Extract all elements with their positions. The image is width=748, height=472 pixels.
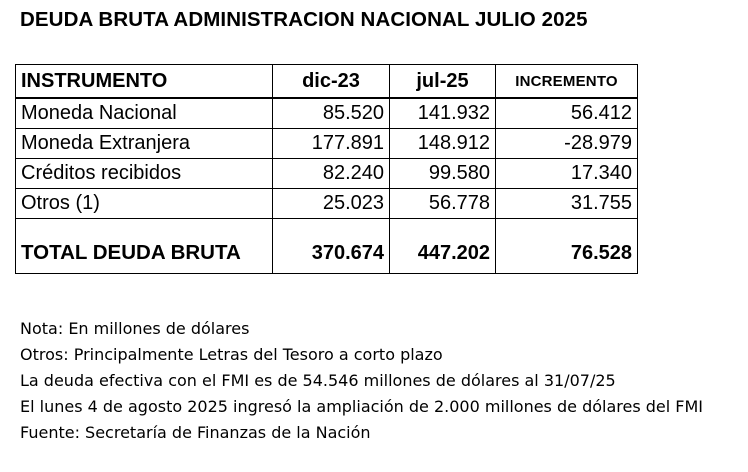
row-incremento: 31.755 <box>496 189 638 219</box>
spacer-cell <box>496 219 638 234</box>
header-incremento: INCREMENTO <box>496 65 638 99</box>
spacer-cell <box>390 219 496 234</box>
header-jul25: jul-25 <box>390 65 496 99</box>
row-label: Moneda Nacional <box>16 98 273 129</box>
spacer-cell <box>16 219 273 234</box>
row-incremento: -28.979 <box>496 129 638 159</box>
note-otros: Otros: Principalmente Letras del Tesoro a corto plazo <box>20 345 443 364</box>
row-jul25: 141.932 <box>390 98 496 129</box>
table-header-row <box>16 65 638 99</box>
spacer-cell <box>273 219 390 234</box>
row-jul25: 99.580 <box>390 159 496 189</box>
table-spacer-row <box>16 219 638 234</box>
row-dic23: 82.240 <box>273 159 390 189</box>
document-title: DEUDA BRUTA ADMINISTRACION NACIONAL JULIO 2025 <box>20 8 588 31</box>
total-dic23: 370.674 <box>273 233 390 274</box>
notes-block <box>20 316 703 446</box>
table-row <box>16 129 638 159</box>
total-row <box>16 233 638 274</box>
row-jul25: 56.778 <box>390 189 496 219</box>
header-dic23: dic-23 <box>273 65 390 99</box>
row-dic23: 85.520 <box>273 98 390 129</box>
row-dic23: 177.891 <box>273 129 390 159</box>
total-label: TOTAL DEUDA BRUTA <box>16 233 273 274</box>
note-fuente: Fuente: Secretaría de Finanzas de la Nación <box>20 423 371 442</box>
row-incremento: 56.412 <box>496 98 638 129</box>
header-instrumento: INSTRUMENTO <box>16 65 273 99</box>
row-label: Moneda Extranjera <box>16 129 273 159</box>
note-fmi-ampliacion: El lunes 4 de agosto 2025 ingresó la ampliación de 2.000 millones de dólares del FMI <box>20 397 704 416</box>
row-jul25: 148.912 <box>390 129 496 159</box>
debt-table <box>15 64 638 274</box>
note-fmi-deuda: La deuda efectiva con el FMI es de 54.546 millones de dólares al 31/07/25 <box>20 371 616 390</box>
row-label: Créditos recibidos <box>16 159 273 189</box>
total-jul25: 447.202 <box>390 233 496 274</box>
note-units: Nota: En millones de dólares <box>20 319 250 338</box>
table-row <box>16 189 638 219</box>
table-row <box>16 159 638 189</box>
total-incremento: 76.528 <box>496 233 638 274</box>
row-label: Otros (1) <box>16 189 273 219</box>
row-incremento: 17.340 <box>496 159 638 189</box>
row-dic23: 25.023 <box>273 189 390 219</box>
table-row <box>16 98 638 129</box>
